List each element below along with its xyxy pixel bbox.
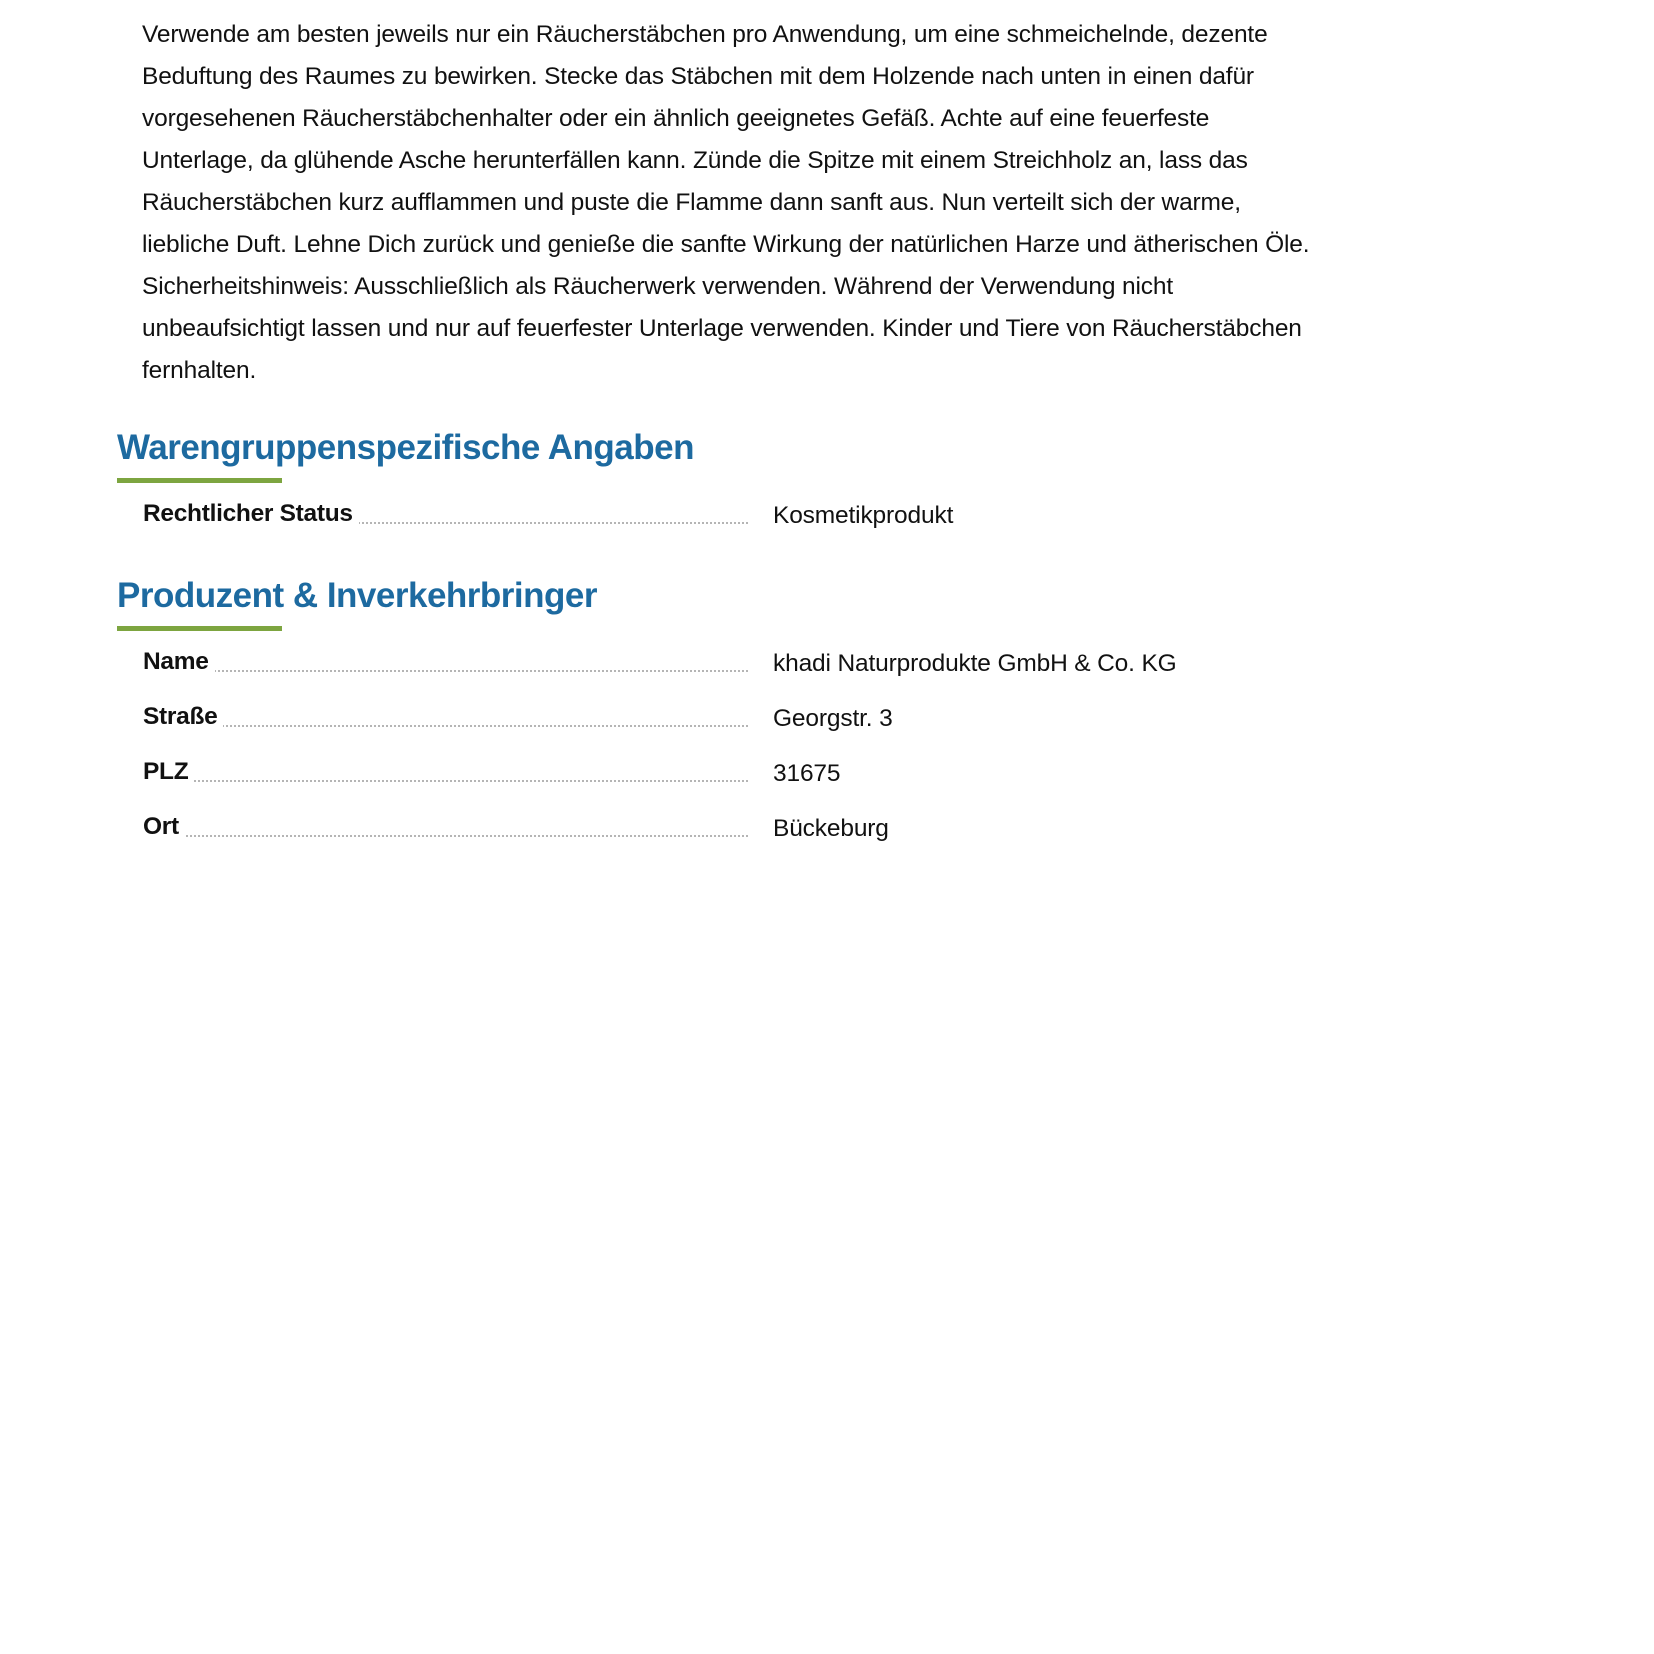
info-label: Ort <box>143 813 185 841</box>
info-row-rechtlicher-status <box>143 498 1343 534</box>
info-label: PLZ <box>143 758 194 786</box>
section-title-warengruppen: Warengruppenspezifische Angaben <box>117 428 694 467</box>
paragraph-line: Unterlage, da glühende Asche herunterfällen kann. Zünde die Spitze mit einem Streichholz an, lass das <box>142 147 1248 174</box>
dotted-leader <box>143 725 748 727</box>
paragraph-line: liebliche Duft. Lehne Dich zurück und genieße die sanfte Wirkung der natürlichen Harze und ätherischen Öle. <box>142 231 1310 258</box>
info-value: 31675 <box>773 760 841 787</box>
paragraph-line: Sicherheitshinweis: Ausschließlich als Räucherwerk verwenden. Während der Verwendung nicht <box>142 273 1174 300</box>
info-row-ort <box>143 811 1343 847</box>
usage-instructions-paragraph <box>142 14 1402 392</box>
info-value: Kosmetikprodukt <box>773 502 954 529</box>
info-value: Bückeburg <box>773 815 889 842</box>
section-underline <box>117 626 282 631</box>
paragraph-line: unbeaufsichtigt lassen und nur auf feuerfester Unterlage verwenden. Kinder und Tiere von Räucherstäbchen <box>142 315 1302 342</box>
paragraph-line: Beduftung des Raumes zu bewirken. Stecke das Stäbchen mit dem Holzende nach unten in einen dafür <box>142 63 1254 90</box>
paragraph-line: Räucherstäbchen kurz aufflammen und puste die Flamme dann sanft aus. Nun verteilt sich der warme, <box>142 189 1241 216</box>
dotted-leader <box>143 780 748 782</box>
info-value: Georgstr. 3 <box>773 705 893 732</box>
section-underline <box>117 478 282 483</box>
info-row-name <box>143 646 1343 682</box>
section-title-produzent: Produzent & Inverkehrbringer <box>117 576 597 615</box>
info-label: Rechtlicher Status <box>143 500 359 528</box>
info-row-plz <box>143 756 1343 792</box>
paragraph-line: vorgesehenen Räucherstäbchenhalter oder ein ähnlich geeignetes Gefäß. Achte auf eine feuerfeste <box>142 105 1210 132</box>
info-value: khadi Naturprodukte GmbH & Co. KG <box>773 650 1177 677</box>
paragraph-line: Verwende am besten jeweils nur ein Räucherstäbchen pro Anwendung, um eine schmeichelnde, dezente <box>142 21 1268 48</box>
info-label: Straße <box>143 703 223 731</box>
dotted-leader <box>143 670 748 672</box>
info-label: Name <box>143 648 215 676</box>
paragraph-line: fernhalten. <box>142 357 257 384</box>
dotted-leader <box>143 835 748 837</box>
info-row-strasse <box>143 701 1343 737</box>
